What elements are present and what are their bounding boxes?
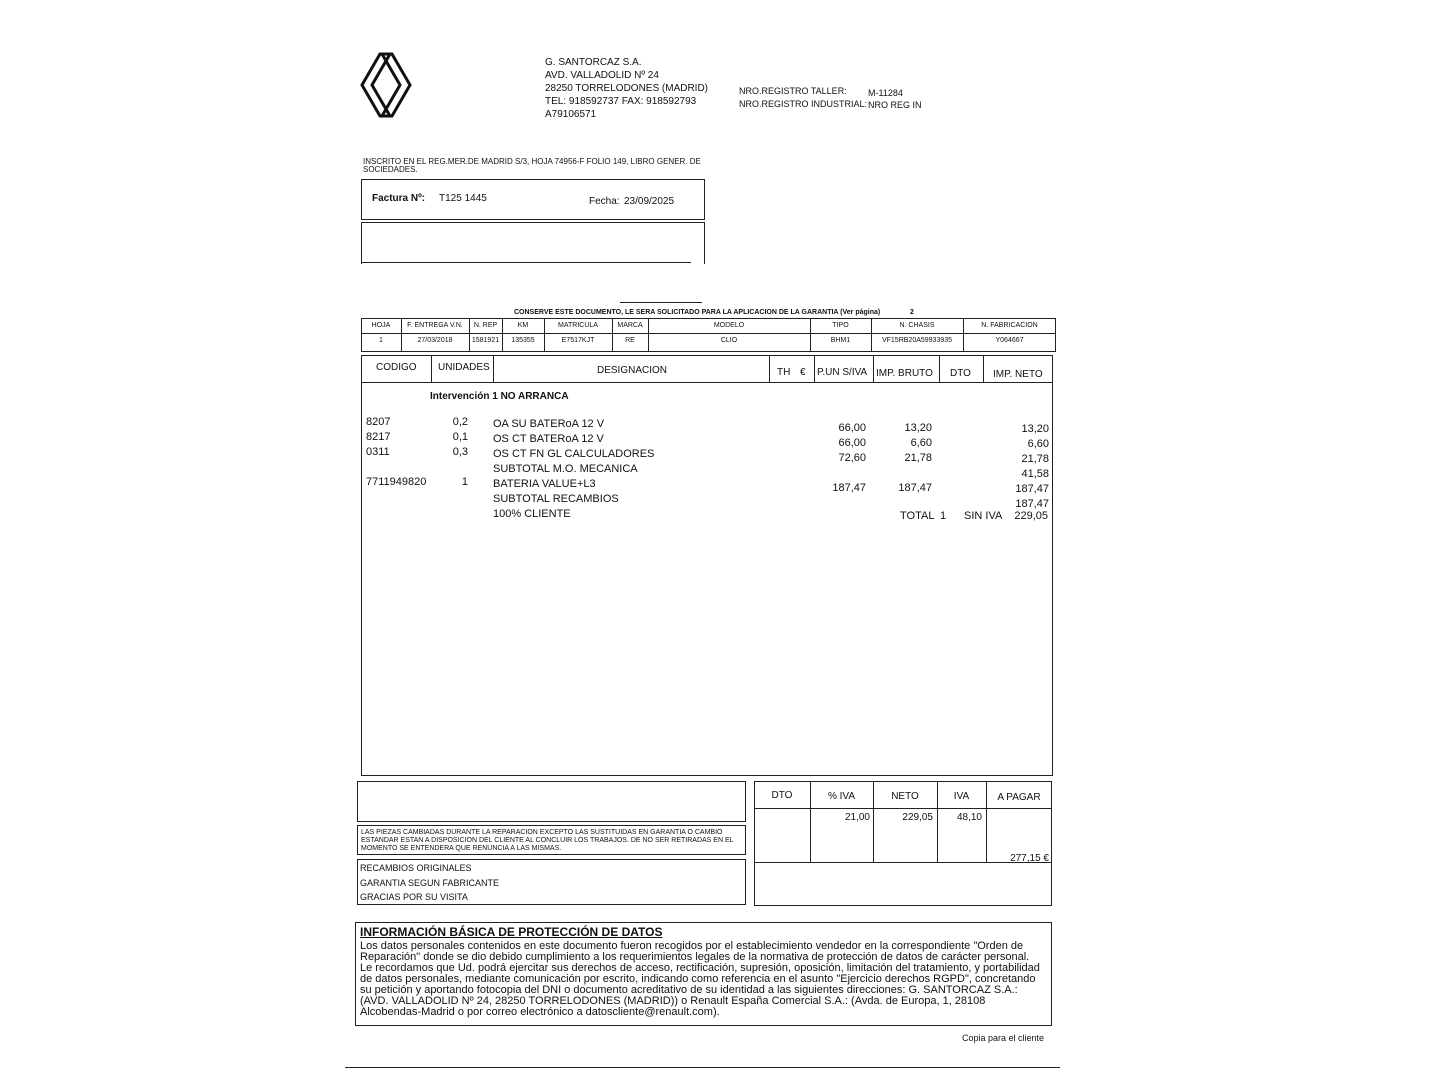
header-currency: €: [800, 367, 806, 378]
line-description: OS CT FN GL CALCULADORES: [493, 448, 655, 460]
items-col-divider: [814, 355, 815, 382]
vehicle-value-cell: 27/03/2018: [417, 337, 453, 344]
privacy-line: Los datos personales contenidos en este documento fueron recogidos por el establecimiento vendedor en la correspondiente "Orden de: [360, 940, 1024, 952]
company-cif: A79106571: [545, 109, 597, 120]
line-gross: 21,78: [904, 452, 932, 464]
line-code: 0311: [366, 446, 390, 458]
privacy-title: INFORMACIÓN BÁSICA DE PROTECCIÓN DE DATOS: [360, 925, 663, 939]
line-gross: 6,60: [910, 437, 932, 449]
line-unit-price: 66,00: [838, 437, 866, 449]
line-gross: 13,20: [904, 422, 932, 434]
line-net: 6,60: [1027, 438, 1049, 450]
totals-header-dto: DTO: [771, 790, 793, 801]
vehicle-value-cell: 1: [379, 337, 383, 344]
vehicle-header-cell: N. FABRICACION: [981, 322, 1038, 329]
line-gross: 187,47: [898, 482, 932, 494]
totals-header-neto: NETO: [891, 791, 919, 802]
total-tax: SIN IVA: [964, 510, 1003, 522]
line-net: 187,47: [1015, 498, 1049, 510]
company-phone: TEL: 918592737 FAX: 918592793: [545, 96, 697, 107]
header-codigo: CODIGO: [376, 362, 417, 373]
items-col-divider: [769, 355, 770, 382]
header-designacion: DESIGNACION: [597, 365, 668, 376]
warranty-notice: LAS PIEZAS CAMBIADAS DURANTE LA REPARACION EXCEPTO LAS SUSTITUIDAS EN GARANTIA O CAMBIO ESTANDAR ESTAN A DISPOSICION DEL CLIENTE AL CONCLUIR LOS TRABAJOS. DE NO SER RETIRADAS EN EL MOMENTO SE ENTENDERA QUE RENUNCIA A LAS MISMAS.: [361, 829, 734, 852]
header-neto: IMP. NETO: [993, 369, 1043, 380]
company-name: G. SANTORCAZ S.A.: [545, 57, 642, 68]
line-unit-price: 72,60: [838, 452, 866, 464]
line-net: 21,78: [1021, 453, 1049, 465]
privacy-line: (AVD. VALLADOLID Nº 24, 28250 TORRELODONES (MADRID)) o Renault España Comercial S.A.: (Avda. de Europa, 1, 28108: [360, 995, 986, 1007]
header-unidades: UNIDADES: [438, 362, 490, 373]
vehicle-value-cell: 135355: [511, 337, 535, 344]
totals-header-a-pagar: A PAGAR: [997, 792, 1041, 803]
totals-header-iva-pct: % IVA: [827, 791, 856, 802]
privacy-line: de datos personales, mediante comunicación por escrito, indicando como referencia en el asunto "Ejercicio derechos RGPD", concretando: [360, 973, 1036, 985]
notes-box: [357, 859, 746, 905]
company-info: [545, 56, 708, 121]
line-description: SUBTOTAL M.O. MECANICA: [493, 463, 638, 475]
vehicle-header-cell: F. ENTREGA V.N.: [407, 322, 463, 329]
vehicle-value-cell: CLIO: [720, 337, 738, 344]
items-col-divider: [983, 355, 984, 382]
registry-industrial-label: NRO.REGISTRO INDUSTRIAL:: [739, 99, 868, 109]
items-col-divider: [873, 355, 874, 382]
note-original-parts: RECAMBIOS ORIGINALES: [360, 863, 472, 873]
line-code: 8207: [366, 416, 391, 428]
vehicle-header-cell: MODELO: [713, 322, 745, 329]
line-units: 0,2: [452, 416, 468, 428]
vehicle-header-cell: N. REP: [473, 322, 498, 329]
conserve-notice: CONSERVE ESTE DOCUMENTO, LE SERA SOLICITADO PARA LA APLICACION DE LA GARANTIA (Ver página): [514, 309, 881, 316]
items-col-divider: [939, 355, 940, 382]
line-description: OA SU BATERoA 12 V: [493, 418, 605, 430]
line-description: 100% CLIENTE: [493, 508, 571, 520]
intervention-title: Intervención 1 NO ARRANCA: [430, 391, 569, 402]
vehicle-header-cell: HOJA: [371, 322, 391, 329]
divider: [620, 302, 702, 303]
line-code: 7711949820: [366, 476, 427, 488]
vehicle-header-cell: KM: [517, 322, 529, 329]
total-label: TOTAL: [900, 510, 935, 522]
observations-box: [357, 781, 746, 822]
note-thanks: GRACIAS POR SU VISITA: [360, 892, 468, 902]
company-address: AVD. VALLADOLID Nº 24: [545, 70, 659, 81]
privacy-line: Alcobendas-Madrid o por correo electrónico a datoscliente@renault.com).: [360, 1006, 720, 1018]
note-warranty: GARANTIA SEGUN FABRICANTE: [360, 878, 500, 888]
line-description: BATERIA VALUE+L3: [493, 478, 596, 490]
vehicle-value-cell: BHM1: [830, 337, 851, 344]
line-net: 187,47: [1015, 483, 1049, 495]
header-th: TH: [777, 367, 791, 378]
invoice-number: T125 1445: [439, 193, 487, 204]
header-dto: DTO: [950, 368, 971, 379]
conserve-page: 2: [910, 309, 914, 316]
header-bruto: IMP. BRUTO: [876, 368, 933, 379]
vehicle-value-cell: Y064667: [995, 337, 1024, 344]
totals-iva-pct: 21,00: [844, 812, 870, 823]
privacy-line: su petición y aportando fotocopia del DNI o documento acreditativo de su identidad a las siguientes direcciones: G. SANTORCAZ S.A.:: [360, 984, 1018, 996]
line-net: 41,58: [1021, 468, 1049, 480]
vehicle-header-cell: TIPO: [832, 322, 849, 329]
invoice-date-label: Fecha:: [589, 196, 620, 207]
totals-a-pagar: 277,15 €: [1010, 853, 1049, 864]
vehicle-value-cell: VF15RB20A59933935: [881, 337, 953, 344]
privacy-line: Le recordamos que Ud. podrá ejercitar sus derechos de acceso, rectificación, supresión, oposición, limitación del tratamiento, y portabilidad: [360, 962, 1040, 974]
line-description: SUBTOTAL RECAMBIOS: [493, 493, 619, 505]
items-col-divider: [493, 355, 494, 382]
line-units: 0,1: [452, 431, 468, 443]
vehicle-table-divider: [362, 333, 1055, 334]
vehicle-header-cell: MATRICULA: [558, 322, 598, 329]
line-unit-price: 187,47: [832, 482, 866, 494]
registry-taller-label: NRO.REGISTRO TALLER:: [739, 86, 847, 96]
renault-logo: [360, 52, 414, 118]
line-net: 13,20: [1021, 423, 1049, 435]
header-pun: P.UN S/IVA: [817, 367, 868, 378]
line-code: 8217: [366, 431, 391, 443]
registry-industrial-value: NRO REG IN: [868, 100, 922, 110]
line-units: 1: [461, 476, 468, 488]
line-units: 0,3: [452, 446, 468, 458]
company-city: 28250 TORRELODONES (MADRID): [545, 83, 709, 94]
vehicle-value-cell: RE: [625, 337, 635, 344]
page-bottom-line: [345, 1067, 1060, 1068]
totals-neto: 229,05: [902, 812, 933, 823]
totals-iva: 48,10: [956, 812, 982, 823]
registry-taller-value: M-11284: [868, 88, 903, 98]
vehicle-header-cell: MARCA: [617, 322, 643, 329]
vehicle-value-cell: 1581921: [471, 337, 500, 344]
items-header-divider: [361, 382, 1053, 383]
customer-box-bottom-line: [361, 262, 691, 263]
privacy-line: Reparación" donde se dio debido cumplimiento a los requerimientos legales de la normativa de protección de datos de carácter personal.: [360, 951, 1030, 963]
totals-header-iva: IVA: [953, 791, 970, 802]
inscription-text: INSCRITO EN EL REG.MER.DE MADRID S/3, HOJA 74956-F FOLIO 149, LIBRO GENER. DE: [363, 157, 701, 166]
items-col-divider: [431, 355, 432, 382]
copy-label: Copia para el cliente: [962, 1033, 1045, 1043]
invoice-date: 23/09/2025: [624, 196, 675, 207]
line-description: OS CT BATERoA 12 V: [493, 433, 604, 445]
privacy-body: [360, 941, 1050, 1018]
invoice-label: Factura Nº:: [372, 193, 426, 204]
total-amount: 229,05: [1014, 510, 1048, 522]
customer-box: [361, 222, 705, 264]
invoice-box: [361, 179, 705, 220]
vehicle-value-cell: E7517KJT: [561, 337, 595, 344]
line-unit-price: 66,00: [838, 422, 866, 434]
inscription-text-2: SOCIEDADES.: [363, 165, 418, 174]
totals-header-divider: [754, 808, 1052, 809]
total-number: 1: [940, 510, 947, 522]
vehicle-header-cell: N. CHASIS: [899, 322, 935, 329]
warranty-notice-box: [357, 825, 746, 855]
privacy-box: [355, 922, 1052, 1026]
